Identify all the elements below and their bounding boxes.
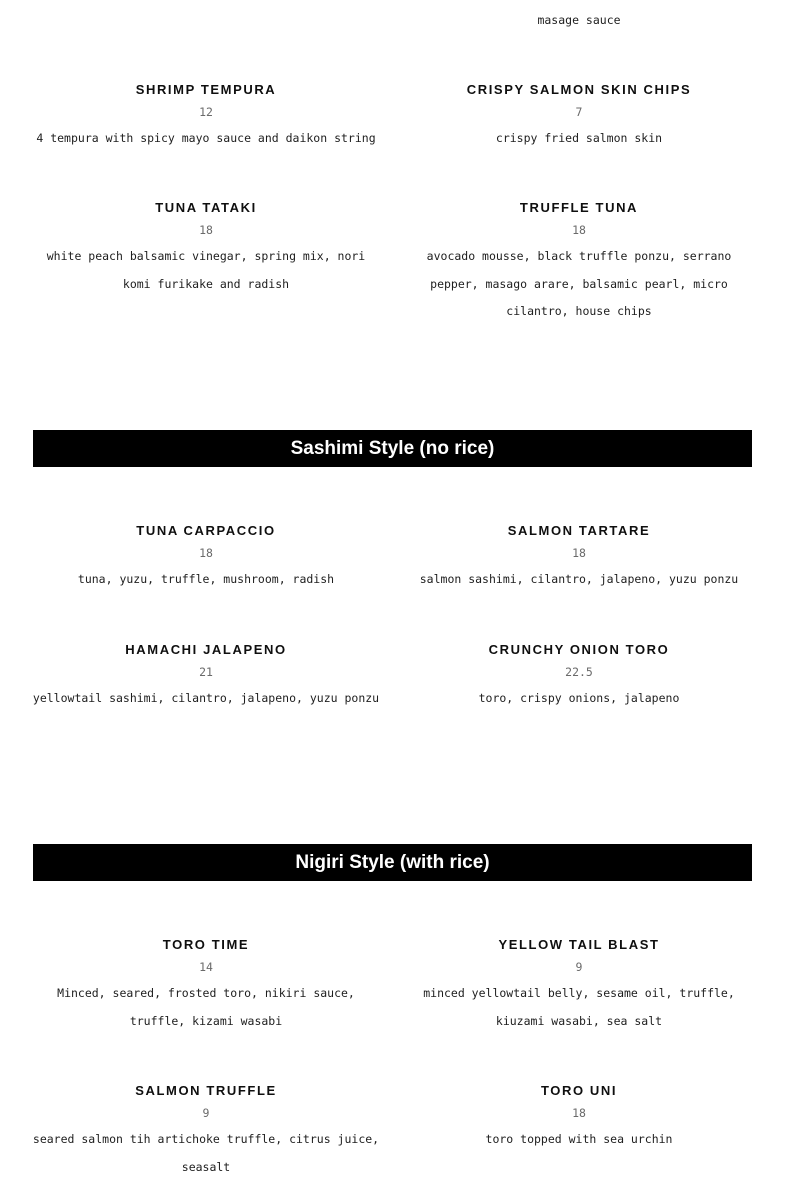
item-name: HAMACHI JALAPENO [125, 642, 287, 657]
item-price: 9 [202, 1106, 210, 1120]
item-price: 18 [199, 223, 213, 237]
menu-item-crunchy-onion-toro [400, 642, 758, 713]
menu-item-tuna-carpaccio [20, 523, 392, 594]
item-price: 9 [575, 960, 583, 974]
section-header-nigiri: Nigiri Style (with rice) [33, 844, 752, 881]
item-name: SALMON TRUFFLE [135, 1083, 277, 1098]
menu-item-shrimp-tempura [20, 82, 392, 153]
item-description: minced yellowtail belly, sesame oil, truffle, kiuzami wasabi, sea salt [423, 986, 735, 1028]
item-name: CRISPY SALMON SKIN CHIPS [466, 82, 692, 97]
item-description: avocado mousse, black truffle ponzu, serrano pepper, masago arare, balsamic pearl, micro cilantro, house chips [426, 249, 732, 318]
item-name: YELLOW TAIL BLAST [498, 937, 660, 952]
menu-item-tuna-tataki [20, 200, 392, 298]
menu-item-toro-uni [400, 1083, 758, 1154]
item-name: SHRIMP TEMPURA [135, 82, 277, 97]
menu-item-truffle-tuna [400, 200, 758, 326]
item-name: TUNA TATAKI [155, 200, 257, 215]
item-description: yellowtail sashimi, cilantro, jalapeno, yuzu ponzu [32, 691, 380, 705]
item-description: Minced, seared, frosted toro, nikiri sauce, truffle, kizami wasabi [57, 986, 355, 1028]
item-description-fragment: masage sauce [537, 13, 621, 27]
item-price: 12 [199, 105, 213, 119]
item-name: TORO TIME [162, 937, 250, 952]
item-name: TRUFFLE TUNA [519, 200, 639, 215]
item-description: white peach balsamic vinegar, spring mix, nori komi furikake and radish [46, 249, 366, 291]
menu-item-toro-time [20, 937, 392, 1035]
menu-item-crispy-salmon-skin-chips [400, 82, 758, 153]
menu-item-salmon-truffle [20, 1083, 392, 1181]
item-price: 18 [572, 1106, 586, 1120]
item-price: 21 [199, 665, 213, 679]
item-price: 18 [199, 546, 213, 560]
item-description: seared salmon tih artichoke truffle, citrus juice, seasalt [32, 1132, 380, 1174]
item-description: toro, crispy onions, jalapeno [478, 691, 680, 705]
item-price: 18 [572, 546, 586, 560]
item-price: 14 [199, 960, 213, 974]
item-description: salmon sashimi, cilantro, jalapeno, yuzu ponzu [419, 572, 739, 586]
menu-item-hamachi-jalapeno [20, 642, 392, 713]
menu-item-salmon-tartare [400, 523, 758, 594]
item-price: 18 [572, 223, 586, 237]
item-description: toro topped with sea urchin [485, 1132, 673, 1146]
item-description: crispy fried salmon skin [495, 131, 663, 145]
item-price: 22.5 [565, 665, 593, 679]
item-name: CRUNCHY ONION TORO [488, 642, 670, 657]
item-description: 4 tempura with spicy mayo sauce and daikon string [36, 131, 376, 145]
menu-item-yellow-tail-blast [400, 937, 758, 1035]
item-name: TUNA CARPACCIO [136, 523, 276, 538]
item-name: TORO UNI [540, 1083, 618, 1098]
item-price: 7 [575, 105, 583, 119]
item-name: SALMON TARTARE [507, 523, 651, 538]
item-description: tuna, yuzu, truffle, mushroom, radish [77, 572, 335, 586]
section-header-sashimi: Sashimi Style (no rice) [33, 430, 752, 467]
